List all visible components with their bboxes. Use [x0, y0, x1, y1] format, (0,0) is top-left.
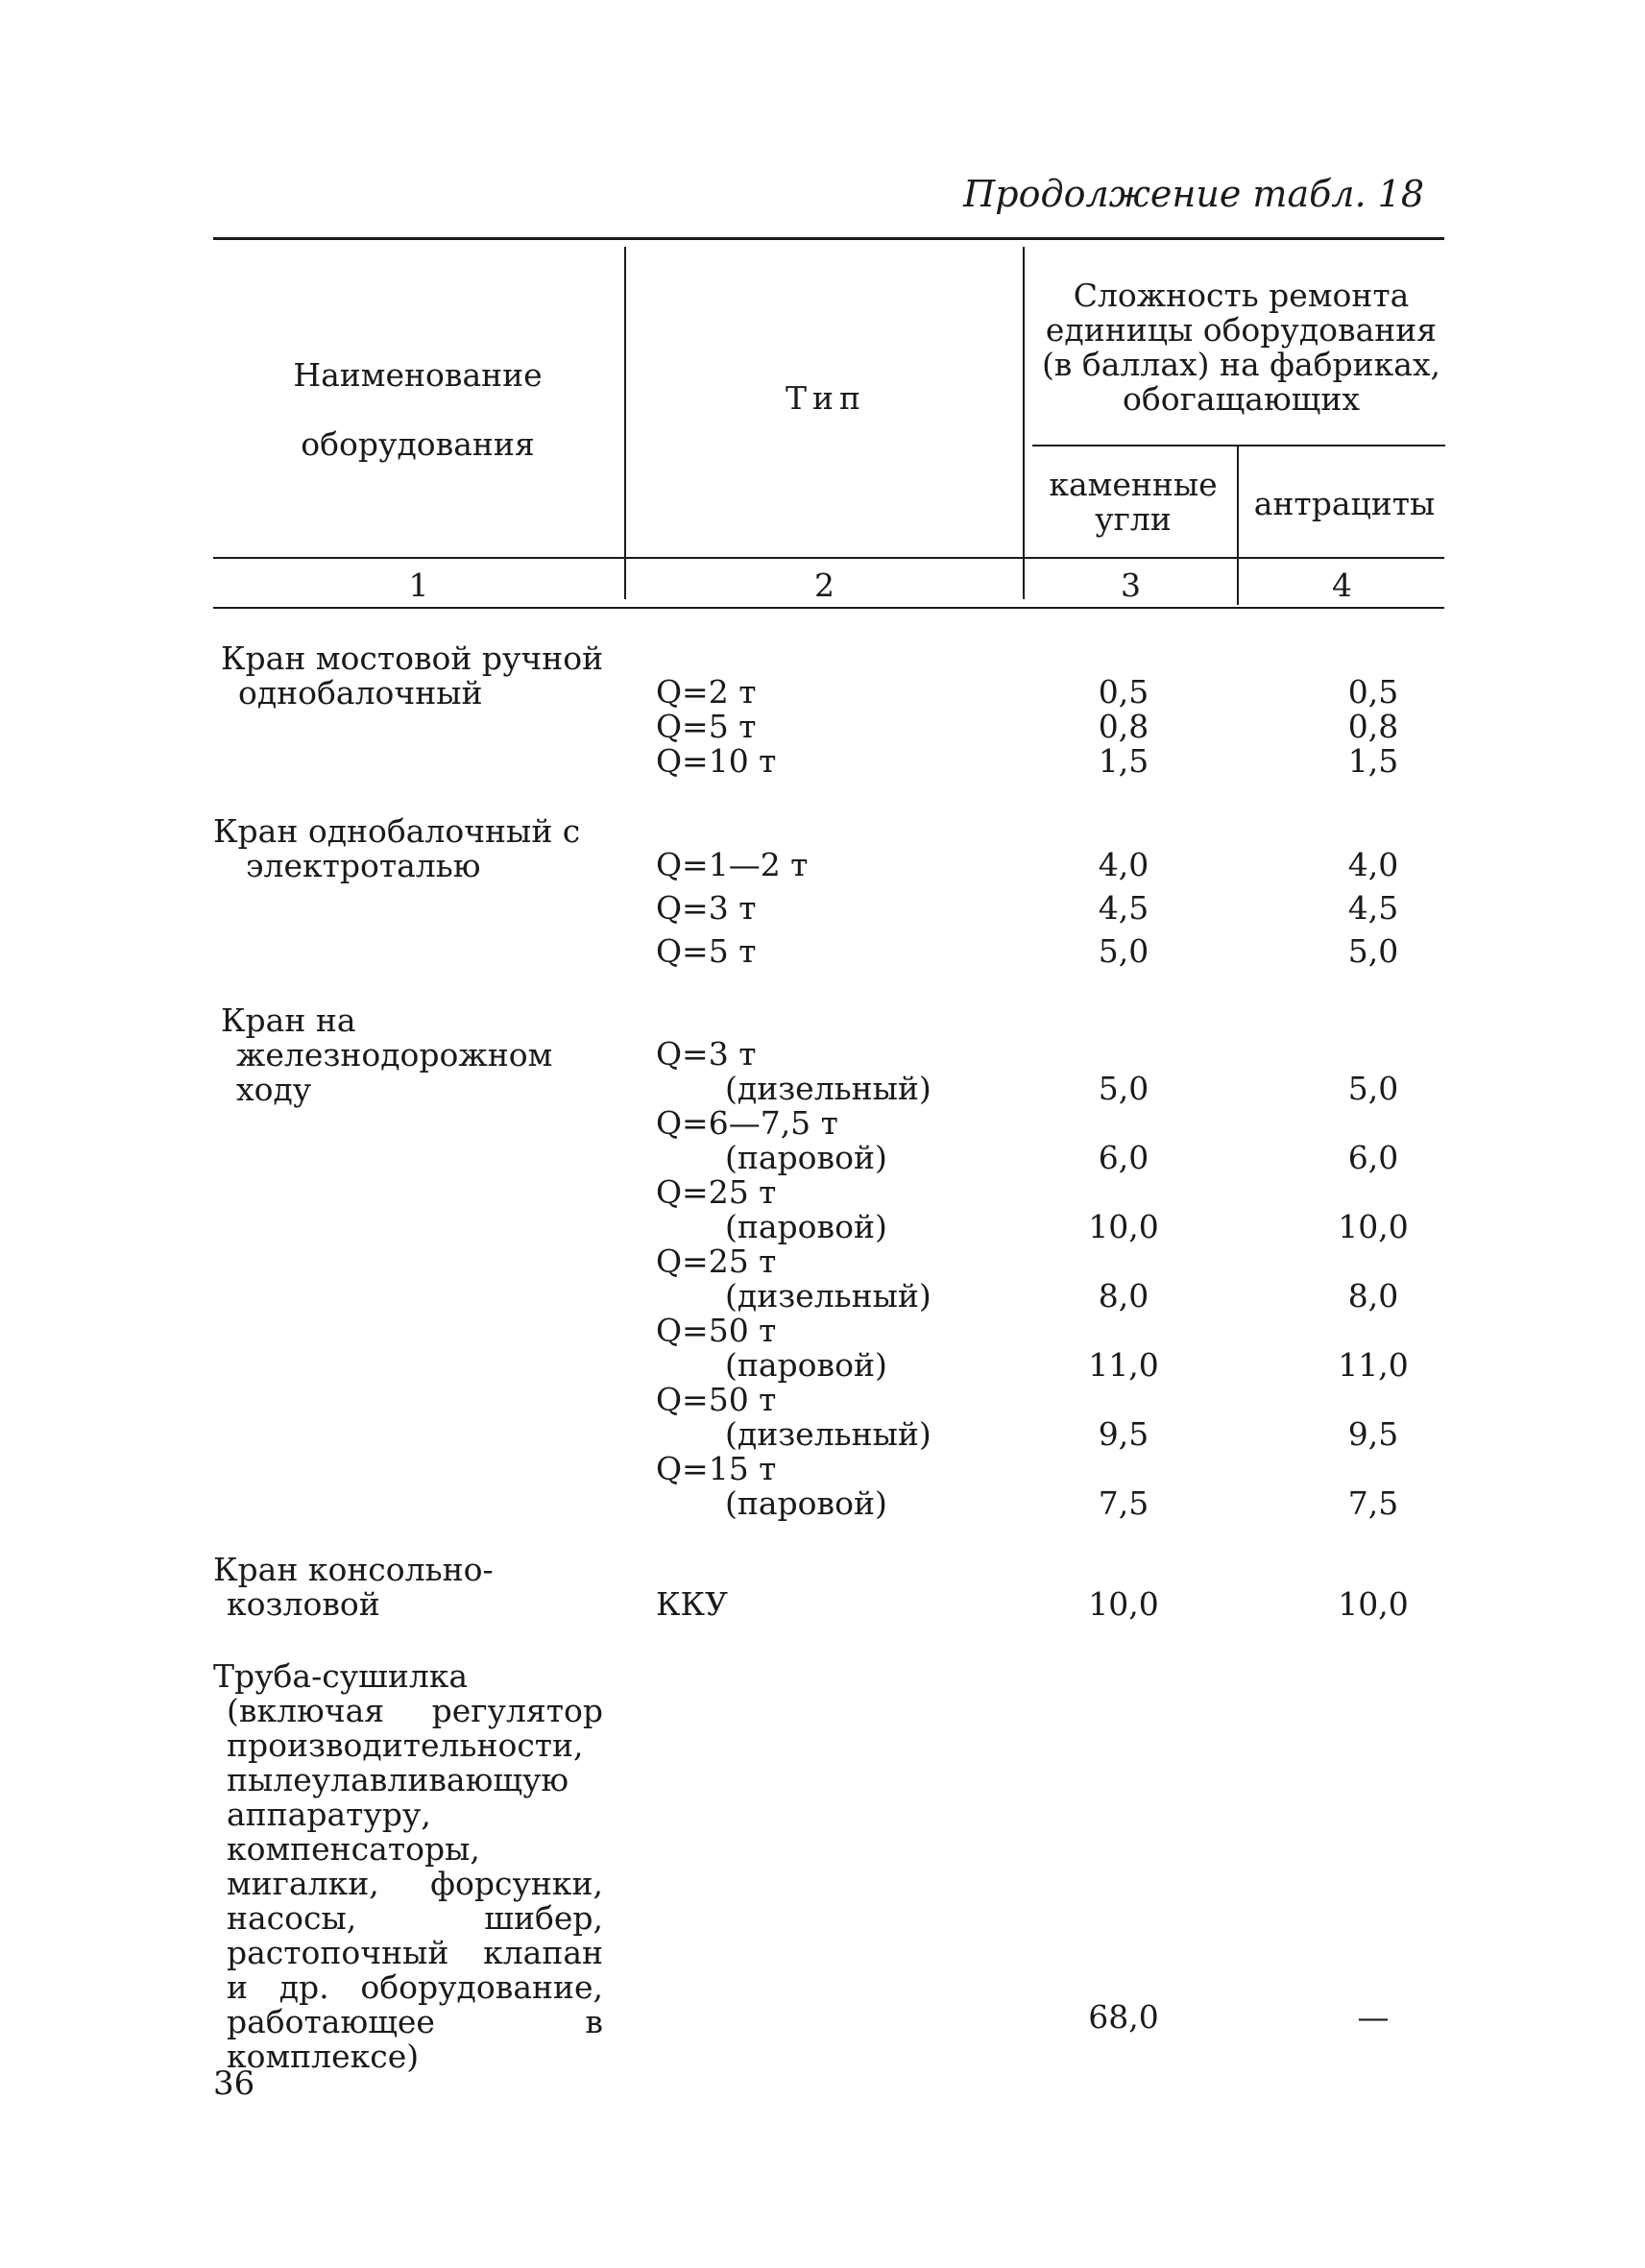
col-number-1: 1	[408, 567, 429, 604]
equipment-name: Кран на железнодорожном ходу	[221, 1001, 553, 1108]
anthracite-value: 4,5	[1347, 889, 1399, 927]
type-cell: Q=5 т	[656, 932, 757, 970]
coal-value: 4,0	[1098, 846, 1149, 883]
type-subtype: (дизельный)	[725, 1277, 931, 1315]
header-anthracite: антрациты	[1253, 485, 1436, 522]
type-cell: Q=1—2 т	[656, 846, 809, 883]
anthracite-value: 10,0	[1338, 1585, 1409, 1623]
anthracite-value: 1,5	[1347, 742, 1399, 780]
type-cell: ККУ	[656, 1585, 728, 1623]
coal-value: 5,0	[1098, 932, 1149, 970]
type-subtype: (паровой)	[725, 1139, 887, 1176]
coal-value: 0,5	[1098, 673, 1149, 711]
type-cell: Q=3 т	[656, 1035, 757, 1073]
anthracite-value: 5,0	[1347, 1070, 1399, 1107]
header-mid-rule	[1032, 445, 1445, 446]
coal-value: 6,0	[1098, 1139, 1149, 1176]
coal-value: 7,5	[1098, 1484, 1149, 1522]
type-cell: Q=3 т	[656, 889, 757, 927]
col-divider-1	[624, 247, 626, 599]
header-type: Тип	[786, 379, 866, 417]
type-cell: Q=2 т	[656, 673, 757, 711]
coal-value: 1,5	[1098, 742, 1149, 780]
coal-value: 68,0	[1088, 1998, 1159, 2036]
equipment-name: Труба-сушилка (включая регулятор производительности, пылеулавливающую аппаратуру, компенсаторы, мигалки, форсунки, насосы, шибер, растопочный клапан и др. оборудование, работающее в комплексе)	[213, 1657, 603, 2075]
anthracite-value: 6,0	[1347, 1139, 1399, 1176]
anthracite-value: 9,5	[1347, 1415, 1399, 1453]
col-number-4: 4	[1332, 567, 1352, 604]
type-subtype: (дизельный)	[725, 1070, 931, 1107]
col-number-2: 2	[814, 567, 835, 604]
anthracite-value: 0,5	[1347, 673, 1399, 711]
header-bottom-rule	[213, 557, 1444, 559]
coal-value: 4,5	[1098, 889, 1149, 927]
coal-value: 8,0	[1098, 1277, 1149, 1315]
type-subtype: (паровой)	[725, 1346, 887, 1384]
anthracite-value: —	[1357, 1998, 1390, 2036]
type-subtype: (дизельный)	[725, 1415, 931, 1453]
page-number: 36	[213, 2064, 255, 2103]
anthracite-value: 10,0	[1338, 1208, 1409, 1245]
coal-value: 11,0	[1088, 1346, 1159, 1384]
coal-value: 10,0	[1088, 1585, 1159, 1623]
anthracite-value: 4,0	[1347, 846, 1399, 883]
type-cell: Q=6—7,5 т	[656, 1104, 838, 1142]
coal-value: 0,8	[1098, 708, 1149, 745]
coal-value: 9,5	[1098, 1415, 1149, 1453]
header-hard-coal: каменные угли	[1049, 466, 1218, 538]
type-cell: Q=50 т	[656, 1312, 777, 1349]
coal-value: 10,0	[1088, 1208, 1159, 1245]
anthracite-value: 5,0	[1347, 932, 1399, 970]
anthracite-value: 8,0	[1347, 1277, 1399, 1315]
type-cell: Q=10 т	[656, 742, 777, 780]
col-number-3: 3	[1121, 567, 1141, 604]
type-cell: Q=5 т	[656, 708, 757, 745]
anthracite-value: 7,5	[1347, 1484, 1399, 1522]
type-cell: Q=25 т	[656, 1243, 777, 1280]
coal-value: 5,0	[1098, 1070, 1149, 1107]
table-caption: Продолжение табл. 18	[963, 173, 1424, 215]
type-cell: Q=50 т	[656, 1381, 777, 1418]
equipment-name: Кран мостовой ручной однобалочный	[221, 639, 604, 712]
type-subtype: (паровой)	[725, 1208, 887, 1245]
table-top-rule	[213, 237, 1444, 240]
anthracite-value: 11,0	[1338, 1346, 1409, 1384]
type-subtype: (паровой)	[725, 1484, 887, 1522]
header-repair-complexity: Сложность ремонта единицы оборудования (в баллах) на фабриках, обогащающих	[1041, 277, 1441, 418]
type-cell: Q=25 т	[656, 1173, 777, 1211]
anthracite-value: 0,8	[1347, 708, 1399, 745]
header-equipment-name: Наименование оборудования	[293, 356, 543, 463]
equipment-name: Кран консольно-козловой	[213, 1551, 494, 1623]
equipment-name: Кран однобалочный с электроталью	[213, 812, 581, 884]
numbers-bottom-rule	[213, 607, 1444, 609]
type-cell: Q=15 т	[656, 1450, 777, 1487]
col-divider-2	[1023, 247, 1025, 599]
